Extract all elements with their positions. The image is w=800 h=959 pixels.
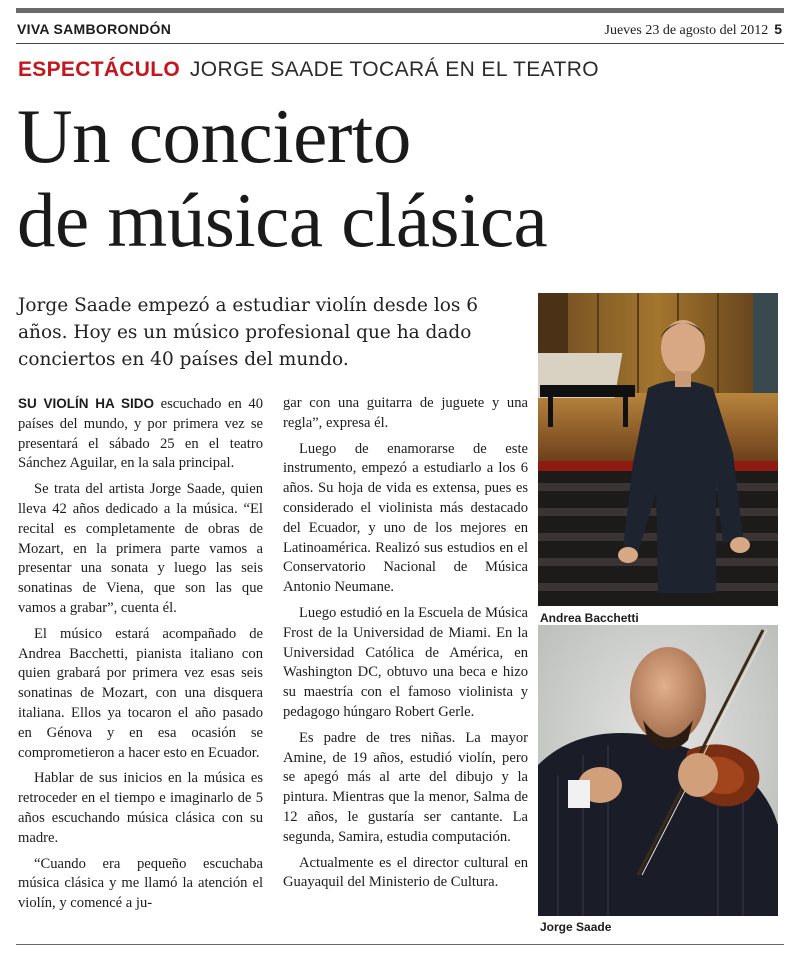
paragraph: gar con una guitarra de juguete y una regla”, expresa él.: [283, 395, 528, 431]
issue-date: [605, 21, 783, 39]
article-column-2: [283, 394, 528, 899]
article-column-1: [18, 394, 263, 920]
date-text: Jueves 23 de agosto del 2012: [604, 23, 769, 38]
headline: [17, 94, 787, 262]
paragraph: SU VIOLÍN HA SIDO escuchado en 40 países del mundo, y por primera vez se presentará el sábado 25 en el teatro Sánchez Aguilar, en la sala principal.: [18, 396, 264, 472]
paragraph: El músico estará acompañado de Andrea Bacchetti, pianista italiano con quien grabará por primera vez esas seis sonatinas de Mozart, con una disquera italiana. Ellos ya tocaron el año pasado en Génova y en esa ocasión se comprometieron a hacer esto en Ecuador.: [18, 625, 263, 761]
paragraph: Se trata del artista Jorge Saade, quien lleva 42 años dedicado a la música. “El recital es completamente de obras de Mozart, en la primera parte vamos a presentar una sonata y luego las seis sonatinas de Viena, que son las que vamos a grabar”, cuenta él.: [18, 481, 263, 616]
violinist-photo: [538, 625, 778, 916]
paragraph: Hablar de sus inicios en la música es retroceder en el tiempo e imaginarlo de 5 años escuchando música clásica con su madre.: [18, 770, 263, 846]
bottom-rule: [16, 944, 784, 945]
pianist-photo: [538, 293, 778, 606]
paragraph: Es padre de tres niñas. La mayor Amine, de 19 años, estudió violín, pero se apegó más al arte del dibujo y la pintura. Mientras que la menor, Salma de 12 años, le gustaría ser cantante. La segunda, Samira, estudia computación.: [283, 729, 528, 845]
paragraph: Actualmente es el director cultural en Guayaquil del Ministerio de Cultura.: [283, 854, 528, 891]
kicker-text: JORGE SAADE TOCARÁ EN EL TEATRO: [189, 58, 599, 81]
paragraph: Luego de enamorarse de este instrumento, empezó a estudiarlo a los 6 años. Su hoja de vida es extensa, pues es considerado el violinista más destacado del Ecuador, y uno de los mejores en Latinoamérica. Realizó sus estudios en el Conservatorio Nacional de Música Antonio Neumane.: [283, 440, 528, 596]
paragraph: Luego estudió en la Escuela de Música Frost de la Universidad de Miami. En la Universidad Católica de América, en Washington DC, obtuvo una beca e hizo su maestría con el famoso violinista y pedagogo húngaro Robert Gerle.: [283, 604, 528, 720]
deck: Jorge Saade empezó a estudiar violín desde los 6 años. Hoy es un músico profesional que ha dado conciertos en 40 países del mundo.: [18, 295, 479, 370]
header-divider: [16, 43, 784, 44]
top-rule: [16, 8, 784, 13]
kicker-line: [18, 58, 599, 82]
headline-line-2: de música clásica: [17, 177, 548, 263]
page-number: 5: [774, 21, 782, 37]
section-name: VIVA SAMBORONDÓN: [17, 21, 172, 37]
category-label: ESPECTÁCULO: [18, 58, 180, 81]
photo-caption: Andrea Bacchetti: [540, 611, 639, 625]
headline-line-1: Un concierto: [17, 93, 411, 179]
paragraph: “Cuando era pequeño escuchaba música clásica y me llamó la atención el violín, y comencé a ju-: [18, 855, 263, 912]
run-in-lead: SU VIOLÍN HA SIDO: [18, 396, 154, 411]
photo-caption: Jorge Saade: [540, 920, 612, 934]
